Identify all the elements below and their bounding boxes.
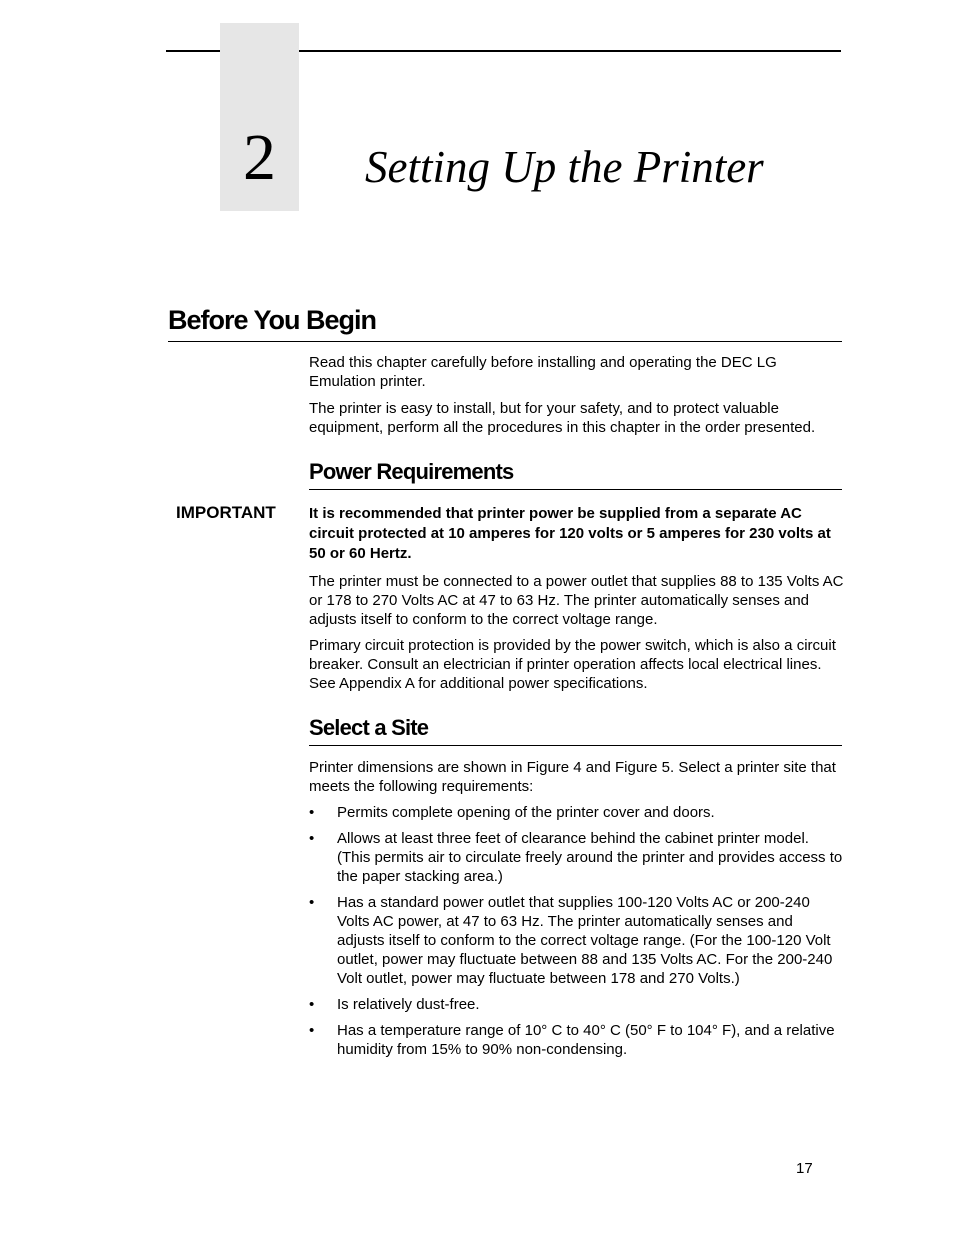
list-item (309, 829, 844, 886)
bullet-icon: • (309, 996, 315, 1013)
site-intro-paragraph: Printer dimensions are shown in Figure 4 and Figure 5. Select a printer site that meets the following requirements: (309, 759, 836, 795)
page-number: 17 (796, 1160, 813, 1177)
list-item-text: Permits complete opening of the printer cover and doors. (337, 804, 715, 821)
section-title: Before You Begin (168, 305, 377, 335)
list-item-text: Has a temperature range of 10° C to 40° C (50° F to 104° F), and a relative humidity from 15% to 90% non-condensing. (337, 1022, 835, 1058)
list-item (309, 1021, 844, 1059)
important-note: It is recommended that printer power be supplied from a separate AC circuit protected at 10 amperes for 120 volts or 5 amperes for 230 volts at 50 or 60 Hertz. (309, 505, 831, 562)
site-requirements-list (309, 803, 844, 1066)
section-rule (168, 341, 842, 342)
important-label: IMPORTANT (176, 503, 276, 522)
power-requirements-heading: Power Requirements (309, 459, 514, 484)
list-item-text: Allows at least three feet of clearance behind the cabinet printer model. (This permits air to circulate freely around the printer and provides access to the paper stacking area.) (337, 830, 843, 885)
select-site-heading: Select a Site (309, 715, 429, 740)
power-paragraph: Primary circuit protection is provided by the power switch, which is also a circuit breaker. Consult an electrician if printer operation affects local electrical lines. See Appendix A for additional power specifications. (309, 637, 836, 692)
list-item (309, 995, 844, 1014)
subsection-rule (309, 489, 842, 490)
bullet-icon: • (309, 830, 315, 847)
list-item-text: Has a standard power outlet that supplies 100-120 Volts AC or 200-240 Volts AC power, at 47 to 63 Hz. The printer automatically senses and adjusts itself to conform to the correct voltage range. (For the 100-120 Volt outlet, power may fluctuate between 88 and 135 Volts AC. For the 200-240 Volt outlet, power may fluctuate between 178 and 270 Volts.) (337, 894, 833, 987)
chapter-number: 2 (243, 121, 276, 194)
chapter-title: Setting Up the Printer (365, 142, 764, 192)
list-item (309, 893, 844, 988)
list-item (309, 803, 844, 822)
intro-paragraph: Read this chapter carefully before installing and operating the DEC LG Emulation printer. (309, 354, 777, 390)
power-paragraph: The printer must be connected to a power outlet that supplies 88 to 135 Volts AC or 178 to 270 Volts AC at 47 to 63 Hz. The printer automatically senses and adjusts itself to conform to the correct voltage range. (309, 573, 844, 628)
bullet-icon: • (309, 1022, 315, 1039)
subsection-rule (309, 745, 842, 746)
bullet-icon: • (309, 894, 315, 911)
list-item-text: Is relatively dust-free. (337, 996, 480, 1013)
intro-paragraph: The printer is easy to install, but for your safety, and to protect valuable equipment, perform all the procedures in this chapter in the order presented. (309, 400, 816, 436)
bullet-icon: • (309, 804, 315, 821)
